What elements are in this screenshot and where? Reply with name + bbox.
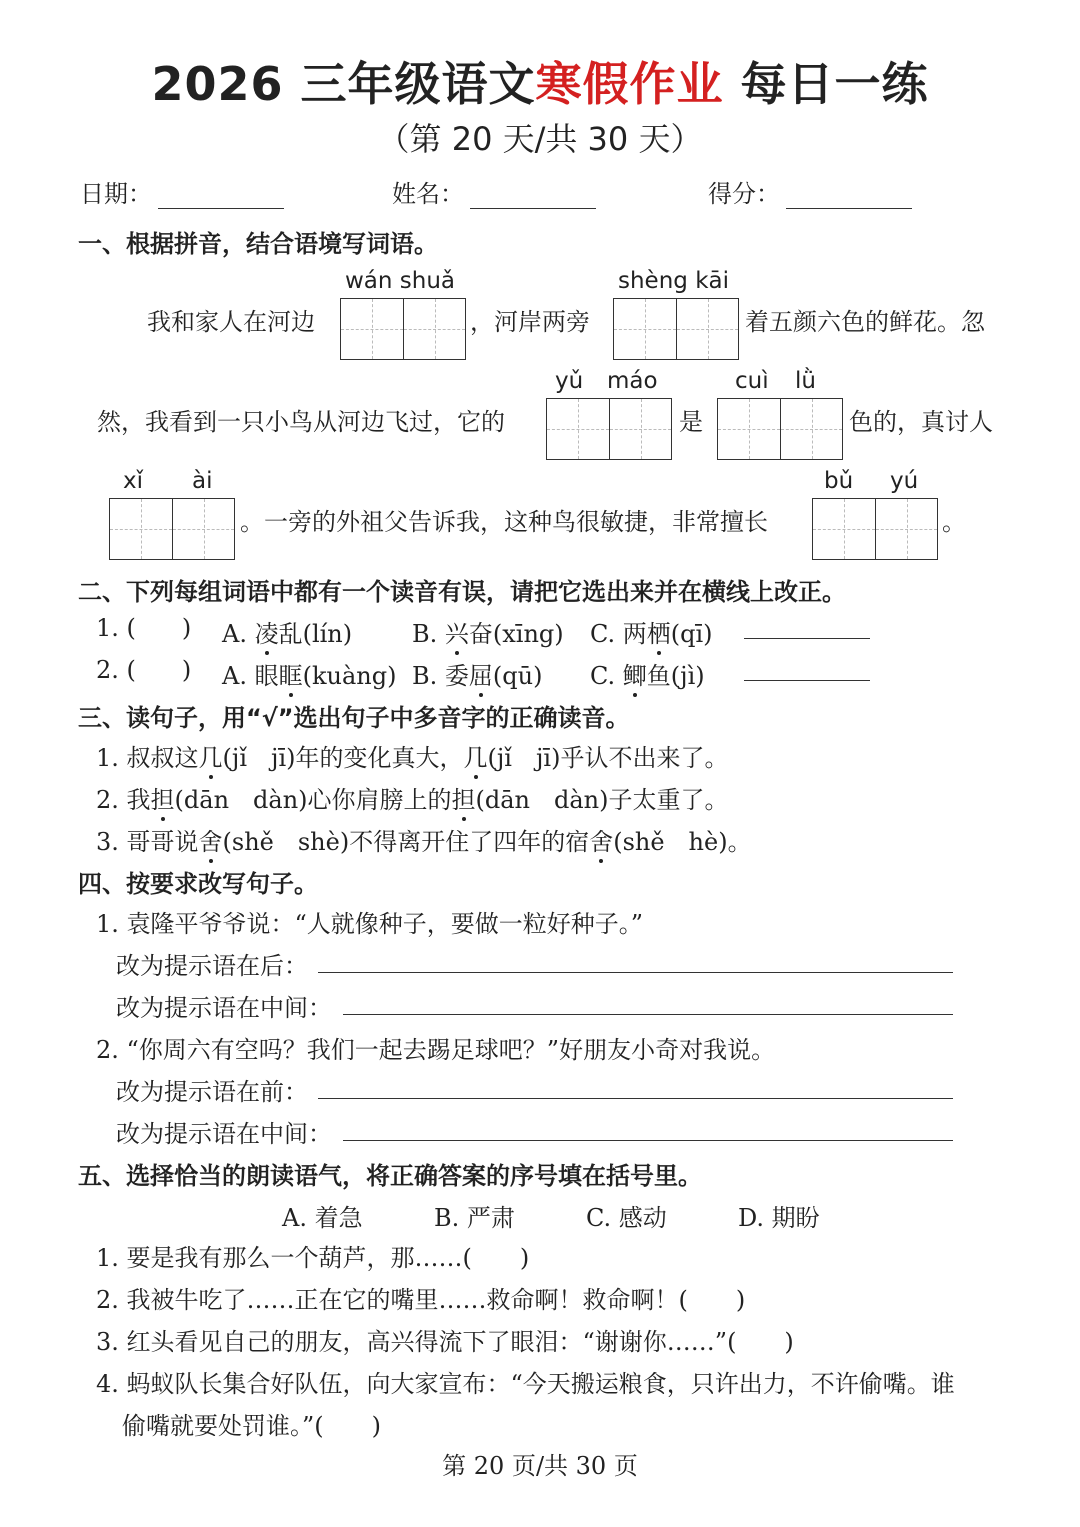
pinyin-yu2: yú [890, 468, 919, 494]
s3-l2-d1: 担 [150, 786, 175, 814]
answer-grid-shengkai[interactable] [613, 298, 739, 360]
answer-grid-buyu[interactable] [812, 498, 938, 560]
s2-q2-a-post: (kuàng) [302, 662, 397, 690]
s1-line1-a: 我和家人在河边 [147, 308, 315, 336]
pinyin-cui: cuì [735, 368, 769, 394]
s4-q1-after-line[interactable] [318, 972, 953, 973]
s2-q2-paren [96, 656, 191, 684]
date-label: 日期： [80, 180, 152, 208]
s2-q2-c-pre: C. [590, 662, 623, 690]
s2-q2-option-b [412, 656, 542, 691]
section-3-heading: 三、读句子，用“√”选出句子中多音字的正确读音。 [78, 704, 630, 732]
s1-line1-b: ，河岸两旁 [470, 308, 590, 336]
s2-q1-close: ) [181, 614, 192, 642]
s2-q2-c-dot: 鲫 [622, 662, 647, 690]
s4-q1-middle-label: 改为提示语在中间： [116, 994, 332, 1022]
s2-q1-num: 1. ( [96, 614, 136, 642]
name-label: 姓名： [392, 180, 464, 208]
s3-l3-c: (shě hè)。 [613, 828, 752, 856]
s3-line-3 [96, 822, 752, 857]
score-blank[interactable] [786, 182, 912, 209]
page-title [0, 48, 1080, 114]
s2-q1-c-pre: C. 两 [590, 620, 647, 648]
s2-q1-a-dot: 凌 [254, 620, 279, 648]
s3-l1-d2: 几 [463, 744, 488, 772]
date-field [80, 174, 284, 209]
s4-q1-middle-line[interactable] [343, 1014, 953, 1015]
section-2-heading: 二、下列每组词语中都有一个读音有误，请把它选出来并在横线上改正。 [78, 578, 846, 606]
s2-q1-b-pre: B. [412, 620, 445, 648]
s3-l2-c: (dān dàn)子太重了。 [475, 786, 729, 814]
s2-q2-a-dot: 眶 [278, 662, 303, 690]
s4-q2-middle-line[interactable] [343, 1140, 953, 1141]
s2-q1-paren [96, 614, 191, 642]
pinyin-bu: bǔ [824, 468, 854, 494]
pinyin-ai: ài [192, 468, 213, 494]
s5-q4-cont: 偷嘴就要处罚谁。”( ) [122, 1412, 381, 1440]
s4-q1: 1. 袁隆平爷爷说：“人就像种子，要做一粒好种子。” [96, 910, 644, 938]
title-highlight: 寒假作业 [535, 57, 724, 111]
section-4-heading: 四、按要求改写句子。 [78, 870, 318, 898]
s2-q2-option-c [590, 656, 705, 691]
s5-option-d: D. 期盼 [738, 1204, 820, 1232]
section-1-heading: 一、根据拼音，结合语境写词语。 [78, 230, 438, 258]
answer-grid-cuilv[interactable] [717, 398, 843, 460]
s5-q1: 1. 要是我有那么一个葫芦，那……( ) [96, 1244, 530, 1272]
score-label: 得分： [708, 180, 780, 208]
pinyin-mao: máo [607, 368, 658, 394]
s2-q1-option-b [412, 614, 564, 649]
s3-l1-a: 1. 叔叔这 [96, 744, 199, 772]
s1-line1-c: 着五颜六色的鲜花。忽 [745, 308, 985, 336]
s3-l3-b: (shě shè)不得离开住了四年的宿 [222, 828, 590, 856]
s2-q2-b-pre: B. 委 [412, 662, 469, 690]
s1-line2-b: 是 [679, 408, 703, 436]
s5-q2: 2. 我被牛吃了……正在它的嘴里……救命啊！救命啊！( ) [96, 1286, 746, 1314]
s2-q1-c-post: (qī) [670, 620, 713, 648]
score-field [708, 174, 912, 209]
s2-q2-num: 2. ( [96, 656, 136, 684]
name-field [392, 174, 596, 209]
name-blank[interactable] [470, 182, 596, 209]
s1-line3-b: 。 [942, 508, 966, 536]
s1-line2-a: 然，我看到一只小鸟从河边飞过，它的 [97, 408, 505, 436]
page-footer: 第 20 页/共 30 页 [442, 1452, 638, 1480]
section-5-heading: 五、选择恰当的朗读语气，将正确答案的序号填在括号里。 [78, 1162, 702, 1190]
s2-q2-b-dot: 屈 [468, 662, 493, 690]
s2-q2-a-pre: A. 眼 [222, 662, 279, 690]
s2-q2-answer-line[interactable] [744, 680, 870, 681]
s2-q1-b-post: 奋(xīng) [468, 620, 564, 648]
pinyin-xi: xǐ [123, 468, 144, 494]
s3-l3-d2: 舍 [589, 828, 614, 856]
s4-q2-before-line[interactable] [318, 1098, 953, 1099]
s3-l3-d1: 舍 [198, 828, 223, 856]
page-subtitle: （第 20 天/共 30 天） [377, 120, 703, 158]
title-daily: 每日一练 [723, 57, 929, 111]
s4-q1-after-label: 改为提示语在后： [116, 952, 308, 980]
s3-l2-b: (dān dàn)心你肩膀上的 [174, 786, 452, 814]
answer-grid-yumao[interactable] [546, 398, 672, 460]
pinyin-wanshua: wán shuǎ [345, 268, 456, 294]
s2-q2-b-post: (qū) [492, 662, 543, 690]
date-blank[interactable] [158, 182, 284, 209]
s3-l3-a: 3. 哥哥说 [96, 828, 199, 856]
s5-q4: 4. 蚂蚁队长集合好队伍，向大家宣布：“今天搬运粮食，只许出力，不许偷嘴。谁 [96, 1370, 955, 1398]
s4-q2: 2. “你周六有空吗？我们一起去踢足球吧？”好朋友小奇对我说。 [96, 1036, 776, 1064]
s3-line-1 [96, 738, 728, 773]
s2-q1-option-a [222, 614, 352, 649]
s4-q2-middle-label: 改为提示语在中间： [116, 1120, 332, 1148]
s2-q1-a-pre: A. [222, 620, 255, 648]
s3-l2-d2: 担 [451, 786, 476, 814]
s5-option-a: A. 着急 [282, 1204, 363, 1232]
s3-l1-d1: 几 [198, 744, 223, 772]
s1-line3-a: 。一旁的外祖父告诉我，这种鸟很敏捷，非常擅长 [240, 508, 768, 536]
s2-q1-answer-line[interactable] [744, 638, 870, 639]
title-grade: 2026 三年级语文 [151, 57, 536, 111]
s2-q1-option-c [590, 614, 713, 649]
s2-q2-option-a [222, 656, 396, 691]
pinyin-shengkai: shèng kāi [618, 268, 730, 294]
answer-grid-wanshua[interactable] [340, 298, 466, 360]
pinyin-yu: yǔ [555, 368, 584, 394]
s3-l1-b: (jǐ jī)年的变化真大， [222, 744, 464, 772]
s2-q2-c-post: 鱼(jì) [646, 662, 705, 690]
s2-q1-a-post: 乱(lín) [278, 620, 353, 648]
s2-q1-c-dot: 栖 [646, 620, 671, 648]
s2-q2-close: ) [181, 656, 192, 684]
pinyin-lv: lǜ [795, 368, 816, 394]
s5-option-c: C. 感动 [586, 1204, 667, 1232]
s5-option-b: B. 严肃 [434, 1204, 515, 1232]
s5-q3: 3. 红头看见自己的朋友，高兴得流下了眼泪：“谢谢你……”( ) [96, 1328, 794, 1356]
s1-line2-c: 色的，真讨人 [849, 408, 993, 436]
answer-grid-xiai[interactable] [109, 498, 235, 560]
s3-l1-c: (jǐ jī)乎认不出来了。 [487, 744, 729, 772]
s3-line-2 [96, 780, 729, 815]
s3-l2-a: 2. 我 [96, 786, 151, 814]
s4-q2-before-label: 改为提示语在前： [116, 1078, 308, 1106]
s2-q1-b-dot: 兴 [444, 620, 469, 648]
